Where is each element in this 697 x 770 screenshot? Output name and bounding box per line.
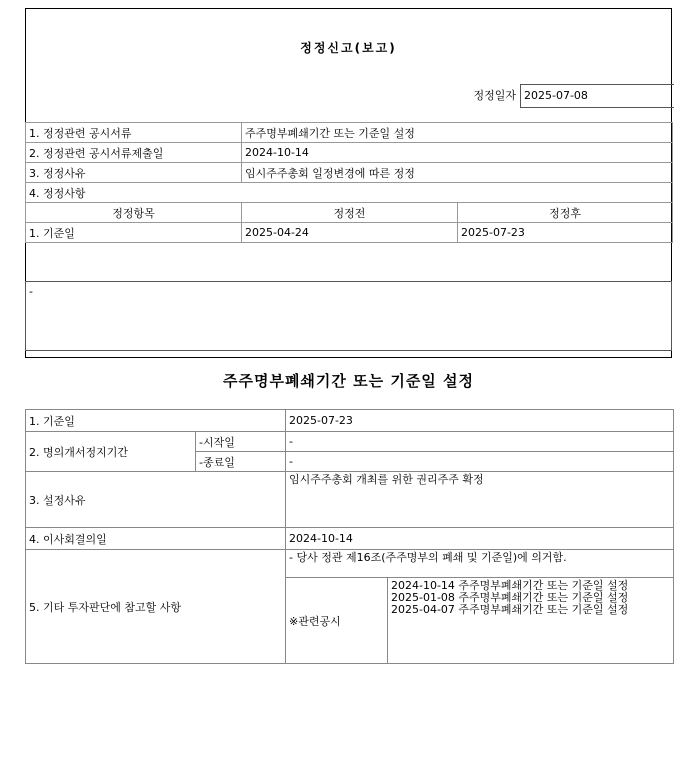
section-title: 주주명부폐쇄기간 또는 기준일 설정 (222, 372, 475, 390)
correction-date-label: 정정일자 (473, 89, 516, 102)
record-date-value: 2025-07-23 (286, 410, 674, 432)
board-date-label: 4. 이사회결의일 (26, 528, 286, 550)
detail-table (25, 409, 674, 664)
correction-date-value: 2025-07-08 (520, 84, 674, 108)
divider (671, 108, 672, 122)
reason-label: 3. 설정사유 (26, 472, 286, 528)
correction-title: 정정신고(보고) (300, 41, 397, 55)
header-after: 정정후 (458, 203, 673, 223)
table-row (26, 410, 674, 432)
other-info-label: 5. 기타 투자판단에 참고할 사항 (26, 550, 286, 664)
reason-value: 임시주주총회 개최를 위한 권리주주 확정 (286, 472, 674, 528)
end-value: - (286, 452, 674, 472)
table-row (26, 550, 674, 578)
related-disclosure-label: ※관련공시 (286, 578, 388, 664)
suspension-label: 2. 명의개서정지기간 (26, 432, 196, 472)
end-label: -종료일 (196, 452, 286, 472)
table-row (26, 123, 673, 143)
item-before: 2025-04-24 (242, 223, 458, 243)
table-row (26, 528, 674, 550)
items-label: 4. 정정사항 (26, 183, 673, 203)
row-value: 2024-10-14 (242, 143, 673, 163)
item-name: 1. 기준일 (26, 223, 242, 243)
related-disclosure-item: 2024-10-14 주주명부폐쇄기간 또는 기준일 설정 (391, 579, 629, 592)
record-date-label: 1. 기준일 (26, 410, 286, 432)
table-row (26, 163, 673, 183)
start-label: -시작일 (196, 432, 286, 452)
correction-report-box (25, 8, 672, 358)
table-row (26, 223, 673, 243)
related-disclosure-item: 2025-01-08 주주명부폐쇄기간 또는 기준일 설정 (391, 591, 629, 604)
correction-note: - (25, 281, 672, 351)
correction-table (25, 122, 673, 243)
row-label: 3. 정정사유 (26, 163, 242, 183)
table-header-row (26, 203, 673, 223)
start-value: - (286, 432, 674, 452)
table-row (26, 183, 673, 203)
row-value: 주주명부폐쇄기간 또는 기준일 설정 (242, 123, 673, 143)
table-row (26, 143, 673, 163)
row-label: 1. 정정관련 공시서류 (26, 123, 242, 143)
table-row (26, 432, 674, 452)
item-after: 2025-07-23 (458, 223, 673, 243)
related-disclosure-item: 2025-04-07 주주명부폐쇄기간 또는 기준일 설정 (391, 603, 629, 616)
header-item: 정정항목 (26, 203, 242, 223)
table-row (26, 472, 674, 528)
other-info-value: - 당사 정관 제16조(주주명부의 폐쇄 및 기준일)에 의거함. (286, 550, 674, 578)
related-disclosure-list (388, 578, 674, 664)
header-before: 정정전 (242, 203, 458, 223)
row-value: 임시주주총회 일정변경에 따른 정정 (242, 163, 673, 183)
board-date-value: 2024-10-14 (286, 528, 674, 550)
row-label: 2. 정정관련 공시서류제출일 (26, 143, 242, 163)
